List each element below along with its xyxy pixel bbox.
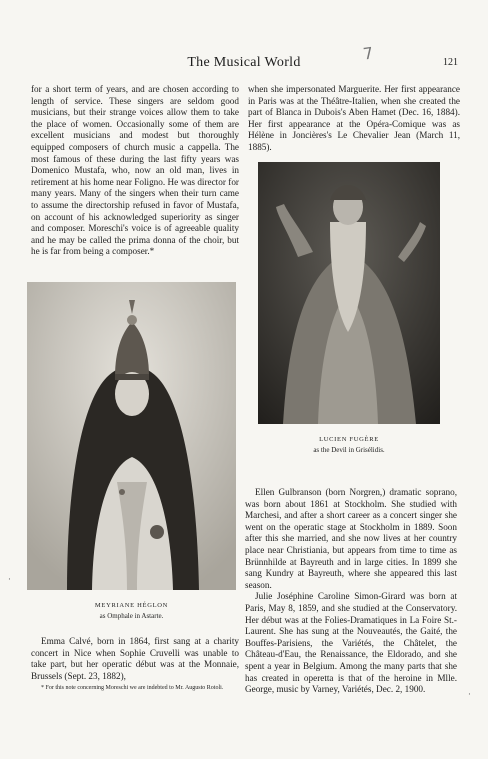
paragraph-calve: Emma Calvé, born in 1864, first sang at a charity concert in Nice when Sophie Cruvelli was unable to take part, but her operatic début was at the Monnaie, Brussels (Sept. 23, 1882), [31,636,239,681]
caption-heglon-name: MEYRIANE HÉGLON [94,602,169,609]
caption-heglon-role: as Omphale in Astarte. [99,612,164,620]
photo-meyriane-heglon [27,282,236,590]
photo-lucien-fugere [258,162,440,424]
paragraph-castrati: for a short term of years, and are chosen according to length of service. These singers are seldom good musicians, but their strange voices allow them to take the place of women. Occasionally some of them are excellent musicians and modest but thoroughly equipped composers of church music a cappella. The most famous of these during the last fifty years was Domenico Mustafa, who, now an old man, lives in retirement at his home near Foligno. He was director for many years. Many of the singers when their turn came to assume the directorship refused in favor of Mustafa, on account of his acknowledged superiority as singer and composer. Moreschi's voice is of agreeable quality and he may be called the prima donna of the choir, but he is far from being a composer.* [31,84,239,257]
caption-fugere-role: as the Devil in Grisélidis. [313,446,385,454]
portrait-heglon-illustration [27,282,236,590]
portrait-fugere-illustration [258,162,440,424]
left-column-bottom-text [31,636,239,692]
caption-fugere-name: LUCIEN FUGÈRE [319,436,379,443]
right-column-top-text [248,84,460,154]
paragraph-calve-continued: when she impersonated Marguerite. Her first appearance in Paris was at the Théâtre-Italien, when she created the part of Blanca in Dubois's Aben Hamet (Dec. 16, 1884). Her first appearance at the Opéra-Comique was as Hélène in Joncières's Le Chevalier Jean (March 11, 1885). [248,84,460,152]
footnote-moreschi: * For this note concerning Moreschi we are indebted to Mr. Augusto Rotoli. [41,685,224,692]
paragraph-simon-girard: Julie Joséphine Caroline Simon-Girard was born at Paris, May 8, 1859, and she studied at the Conservatory. Her début was at the Folies-Dramatiques in La Foire St.-Laurent. She has sung at the Nouveautés, the Gaité, the Bouffes-Parisiens, the Variétés, the Châtelet, the Château-d'Eau, the Renaissance, the Eldorado, and she spent a year in Belgium. Among the many parts that she has created in operetta is that of the heroine in Mlle. George, music by Varney, Variétés, Dec. 2, 1900. [245,591,457,695]
left-column-top-text [31,84,239,258]
caption-fugere [258,434,440,456]
pencil-mark: 7 [361,43,375,64]
margin-speck: · [8,575,11,585]
caption-heglon [27,600,236,622]
page-title: The Musical World [187,55,301,70]
right-column-bottom-text [245,487,457,696]
margin-speck: · [468,690,471,700]
page-number: 121 [443,57,458,68]
paragraph-gulbranson: Ellen Gulbranson (born Norgren,) dramatic soprano, was born about 1861 at Stockholm. She studied with Marchesi, and after a short career as a concert singer she went on the operatic stage at Stockholm in 1889. Soon after this she married, and she now lives at her country place near Christiania, but appears from time to time as Brünnhilde at Bayreuth and in large cities. In 1899 she sang Kundry at Bayreuth, where she appeared this last season. [245,487,457,590]
